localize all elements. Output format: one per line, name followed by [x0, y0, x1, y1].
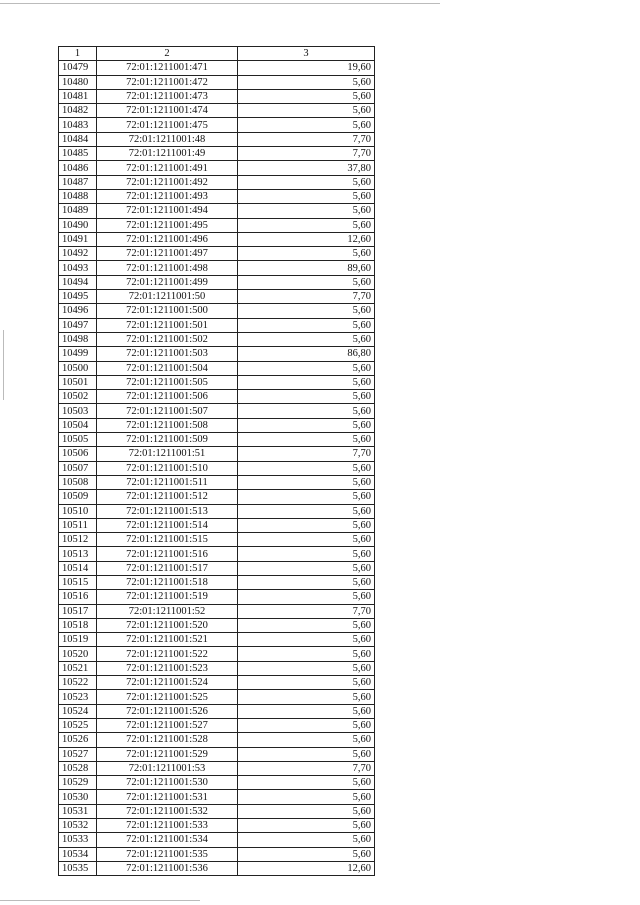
area-value: 5,60 — [238, 518, 375, 532]
area-value: 5,60 — [238, 776, 375, 790]
row-number: 10522 — [59, 676, 97, 690]
area-value: 5,60 — [238, 804, 375, 818]
area-value: 5,60 — [238, 175, 375, 189]
table-row — [59, 447, 375, 461]
row-number: 10516 — [59, 590, 97, 604]
area-value: 5,60 — [238, 375, 375, 389]
area-value: 5,60 — [238, 618, 375, 632]
cadastral-number: 72:01:1211001:507 — [97, 404, 238, 418]
row-number: 10528 — [59, 761, 97, 775]
row-number: 10502 — [59, 390, 97, 404]
row-number: 10524 — [59, 704, 97, 718]
cadastral-number: 72:01:1211001:513 — [97, 504, 238, 518]
area-value: 5,60 — [238, 361, 375, 375]
cadastral-number: 72:01:1211001:497 — [97, 247, 238, 261]
table-row — [59, 776, 375, 790]
area-value: 5,60 — [238, 418, 375, 432]
table-row — [59, 89, 375, 103]
table-row — [59, 275, 375, 289]
table-row — [59, 104, 375, 118]
cadastral-number: 72:01:1211001:533 — [97, 819, 238, 833]
area-value: 5,60 — [238, 704, 375, 718]
row-number: 10506 — [59, 447, 97, 461]
row-number: 10505 — [59, 433, 97, 447]
cadastral-number: 72:01:1211001:499 — [97, 275, 238, 289]
cadastral-number: 72:01:1211001:53 — [97, 761, 238, 775]
cadastral-number: 72:01:1211001:520 — [97, 618, 238, 632]
row-number: 10511 — [59, 518, 97, 532]
table-row — [59, 633, 375, 647]
area-value: 5,60 — [238, 475, 375, 489]
row-number: 10500 — [59, 361, 97, 375]
cadastral-number: 72:01:1211001:528 — [97, 733, 238, 747]
area-value: 5,60 — [238, 747, 375, 761]
area-value: 5,60 — [238, 304, 375, 318]
row-number: 10499 — [59, 347, 97, 361]
row-number: 10481 — [59, 89, 97, 103]
area-value: 5,60 — [238, 404, 375, 418]
cadastral-number: 72:01:1211001:518 — [97, 575, 238, 589]
cadastral-number: 72:01:1211001:473 — [97, 89, 238, 103]
row-number: 10523 — [59, 690, 97, 704]
row-number: 10479 — [59, 61, 97, 75]
table-row — [59, 204, 375, 218]
area-value: 5,60 — [238, 461, 375, 475]
column-header-3: 3 — [238, 47, 375, 61]
data-table — [58, 46, 375, 876]
row-number: 10498 — [59, 332, 97, 346]
row-number: 10493 — [59, 261, 97, 275]
area-value: 5,60 — [238, 676, 375, 690]
cadastral-number: 72:01:1211001:522 — [97, 647, 238, 661]
row-number: 10515 — [59, 575, 97, 589]
table-row — [59, 75, 375, 89]
area-value: 5,60 — [238, 490, 375, 504]
area-value: 5,60 — [238, 247, 375, 261]
table-row — [59, 590, 375, 604]
cadastral-number: 72:01:1211001:516 — [97, 547, 238, 561]
cadastral-number: 72:01:1211001:526 — [97, 704, 238, 718]
row-number: 10532 — [59, 819, 97, 833]
cadastral-number: 72:01:1211001:515 — [97, 533, 238, 547]
table-row — [59, 604, 375, 618]
table-row — [59, 618, 375, 632]
cadastral-number: 72:01:1211001:498 — [97, 261, 238, 275]
cadastral-number: 72:01:1211001:534 — [97, 833, 238, 847]
row-number: 10482 — [59, 104, 97, 118]
area-value: 5,60 — [238, 75, 375, 89]
table-row — [59, 804, 375, 818]
cadastral-number: 72:01:1211001:493 — [97, 189, 238, 203]
table-row — [59, 61, 375, 75]
row-number: 10520 — [59, 647, 97, 661]
table-row — [59, 361, 375, 375]
table-row — [59, 747, 375, 761]
table-row — [59, 561, 375, 575]
area-value: 5,60 — [238, 690, 375, 704]
table-row — [59, 118, 375, 132]
table-row — [59, 704, 375, 718]
table-row — [59, 575, 375, 589]
cadastral-number: 72:01:1211001:508 — [97, 418, 238, 432]
table-row — [59, 332, 375, 346]
cadastral-number: 72:01:1211001:510 — [97, 461, 238, 475]
cadastral-number: 72:01:1211001:509 — [97, 433, 238, 447]
row-number: 10497 — [59, 318, 97, 332]
area-value: 7,70 — [238, 604, 375, 618]
row-number: 10514 — [59, 561, 97, 575]
row-number: 10486 — [59, 161, 97, 175]
table-row — [59, 132, 375, 146]
area-value: 5,60 — [238, 790, 375, 804]
row-number: 10517 — [59, 604, 97, 618]
table-row — [59, 175, 375, 189]
area-value: 5,60 — [238, 104, 375, 118]
cadastral-number: 72:01:1211001:494 — [97, 204, 238, 218]
row-number: 10484 — [59, 132, 97, 146]
cadastral-number: 72:01:1211001:503 — [97, 347, 238, 361]
row-number: 10510 — [59, 504, 97, 518]
table-row — [59, 189, 375, 203]
table-row — [59, 718, 375, 732]
row-number: 10518 — [59, 618, 97, 632]
cadastral-number: 72:01:1211001:519 — [97, 590, 238, 604]
table-row — [59, 347, 375, 361]
area-value: 5,60 — [238, 718, 375, 732]
area-value: 5,60 — [238, 433, 375, 447]
row-number: 10503 — [59, 404, 97, 418]
table-row — [59, 304, 375, 318]
cadastral-number: 72:01:1211001:536 — [97, 861, 238, 875]
area-value: 5,60 — [238, 561, 375, 575]
scan-artifact-bottom — [0, 900, 200, 901]
area-value: 19,60 — [238, 61, 375, 75]
cadastral-number: 72:01:1211001:505 — [97, 375, 238, 389]
table-row — [59, 404, 375, 418]
table-row — [59, 676, 375, 690]
row-number: 10513 — [59, 547, 97, 561]
table-row — [59, 147, 375, 161]
cadastral-number: 72:01:1211001:501 — [97, 318, 238, 332]
cadastral-number: 72:01:1211001:512 — [97, 490, 238, 504]
area-value: 5,60 — [238, 661, 375, 675]
column-header-2: 2 — [97, 47, 238, 61]
cadastral-number: 72:01:1211001:524 — [97, 676, 238, 690]
area-value: 5,60 — [238, 733, 375, 747]
cadastral-number: 72:01:1211001:529 — [97, 747, 238, 761]
cadastral-number: 72:01:1211001:49 — [97, 147, 238, 161]
area-value: 7,70 — [238, 147, 375, 161]
row-number: 10490 — [59, 218, 97, 232]
table-header-row — [59, 47, 375, 61]
row-number: 10535 — [59, 861, 97, 875]
row-number: 10521 — [59, 661, 97, 675]
cadastral-number: 72:01:1211001:523 — [97, 661, 238, 675]
row-number: 10491 — [59, 232, 97, 246]
row-number: 10519 — [59, 633, 97, 647]
row-number: 10492 — [59, 247, 97, 261]
table-row — [59, 504, 375, 518]
row-number: 10501 — [59, 375, 97, 389]
cadastral-number: 72:01:1211001:52 — [97, 604, 238, 618]
row-number: 10495 — [59, 290, 97, 304]
table-row — [59, 375, 375, 389]
area-value: 37,80 — [238, 161, 375, 175]
table-row — [59, 232, 375, 246]
area-value: 5,60 — [238, 833, 375, 847]
table-row — [59, 819, 375, 833]
area-value: 5,60 — [238, 504, 375, 518]
row-number: 10512 — [59, 533, 97, 547]
area-value: 5,60 — [238, 318, 375, 332]
cadastral-number: 72:01:1211001:492 — [97, 175, 238, 189]
cadastral-number: 72:01:1211001:527 — [97, 718, 238, 732]
area-value: 5,60 — [238, 118, 375, 132]
cadastral-number: 72:01:1211001:472 — [97, 75, 238, 89]
table-row — [59, 218, 375, 232]
row-number: 10525 — [59, 718, 97, 732]
row-number: 10480 — [59, 75, 97, 89]
table-row — [59, 318, 375, 332]
table-row — [59, 833, 375, 847]
area-value: 5,60 — [238, 332, 375, 346]
row-number: 10485 — [59, 147, 97, 161]
table-row — [59, 733, 375, 747]
area-value: 5,60 — [238, 533, 375, 547]
cadastral-number: 72:01:1211001:511 — [97, 475, 238, 489]
cadastral-number: 72:01:1211001:517 — [97, 561, 238, 575]
column-header-1: 1 — [59, 47, 97, 61]
area-value: 5,60 — [238, 89, 375, 103]
scan-artifact-top — [0, 3, 440, 4]
area-value: 5,60 — [238, 218, 375, 232]
table-row — [59, 533, 375, 547]
row-number: 10508 — [59, 475, 97, 489]
table-row — [59, 690, 375, 704]
row-number: 10488 — [59, 189, 97, 203]
table-row — [59, 290, 375, 304]
area-value: 5,60 — [238, 590, 375, 604]
table-row — [59, 490, 375, 504]
row-number: 10509 — [59, 490, 97, 504]
cadastral-number: 72:01:1211001:525 — [97, 690, 238, 704]
area-value: 5,60 — [238, 633, 375, 647]
row-number: 10526 — [59, 733, 97, 747]
row-number: 10487 — [59, 175, 97, 189]
table-row — [59, 418, 375, 432]
table-row — [59, 761, 375, 775]
cadastral-number: 72:01:1211001:51 — [97, 447, 238, 461]
cadastral-number: 72:01:1211001:530 — [97, 776, 238, 790]
row-number: 10496 — [59, 304, 97, 318]
area-value: 7,70 — [238, 290, 375, 304]
cadastral-number: 72:01:1211001:500 — [97, 304, 238, 318]
cadastral-number: 72:01:1211001:496 — [97, 232, 238, 246]
area-value: 5,60 — [238, 575, 375, 589]
row-number: 10531 — [59, 804, 97, 818]
table-row — [59, 847, 375, 861]
area-value: 5,60 — [238, 189, 375, 203]
cadastral-number: 72:01:1211001:48 — [97, 132, 238, 146]
table-row — [59, 518, 375, 532]
row-number: 10507 — [59, 461, 97, 475]
table-body — [59, 61, 375, 876]
row-number: 10489 — [59, 204, 97, 218]
row-number: 10527 — [59, 747, 97, 761]
cadastral-number: 72:01:1211001:504 — [97, 361, 238, 375]
area-value: 5,60 — [238, 204, 375, 218]
table-row — [59, 790, 375, 804]
area-value: 5,60 — [238, 390, 375, 404]
table-row — [59, 647, 375, 661]
cadastral-number: 72:01:1211001:521 — [97, 633, 238, 647]
cadastral-number: 72:01:1211001:532 — [97, 804, 238, 818]
cadastral-number: 72:01:1211001:471 — [97, 61, 238, 75]
scan-artifact-left — [3, 330, 4, 400]
area-value: 12,60 — [238, 861, 375, 875]
area-value: 5,60 — [238, 647, 375, 661]
table-row — [59, 547, 375, 561]
table-row — [59, 433, 375, 447]
cadastral-number: 72:01:1211001:506 — [97, 390, 238, 404]
table-row — [59, 861, 375, 875]
row-number: 10533 — [59, 833, 97, 847]
area-value: 7,70 — [238, 761, 375, 775]
cadastral-number: 72:01:1211001:514 — [97, 518, 238, 532]
area-value: 5,60 — [238, 275, 375, 289]
row-number: 10483 — [59, 118, 97, 132]
table-row — [59, 390, 375, 404]
area-value: 86,80 — [238, 347, 375, 361]
area-value: 7,70 — [238, 447, 375, 461]
cadastral-number: 72:01:1211001:531 — [97, 790, 238, 804]
cadastral-number: 72:01:1211001:475 — [97, 118, 238, 132]
cadastral-number: 72:01:1211001:50 — [97, 290, 238, 304]
row-number: 10529 — [59, 776, 97, 790]
area-value: 5,60 — [238, 847, 375, 861]
row-number: 10530 — [59, 790, 97, 804]
area-value: 7,70 — [238, 132, 375, 146]
row-number: 10534 — [59, 847, 97, 861]
table-row — [59, 247, 375, 261]
cadastral-number: 72:01:1211001:502 — [97, 332, 238, 346]
cadastral-number: 72:01:1211001:495 — [97, 218, 238, 232]
table-row — [59, 475, 375, 489]
area-value: 12,60 — [238, 232, 375, 246]
table-row — [59, 161, 375, 175]
area-value: 5,60 — [238, 819, 375, 833]
table-row — [59, 661, 375, 675]
area-value: 5,60 — [238, 547, 375, 561]
area-value: 89,60 — [238, 261, 375, 275]
cadastral-number: 72:01:1211001:474 — [97, 104, 238, 118]
row-number: 10494 — [59, 275, 97, 289]
cadastral-number: 72:01:1211001:535 — [97, 847, 238, 861]
row-number: 10504 — [59, 418, 97, 432]
table-row — [59, 461, 375, 475]
cadastral-number: 72:01:1211001:491 — [97, 161, 238, 175]
table-row — [59, 261, 375, 275]
